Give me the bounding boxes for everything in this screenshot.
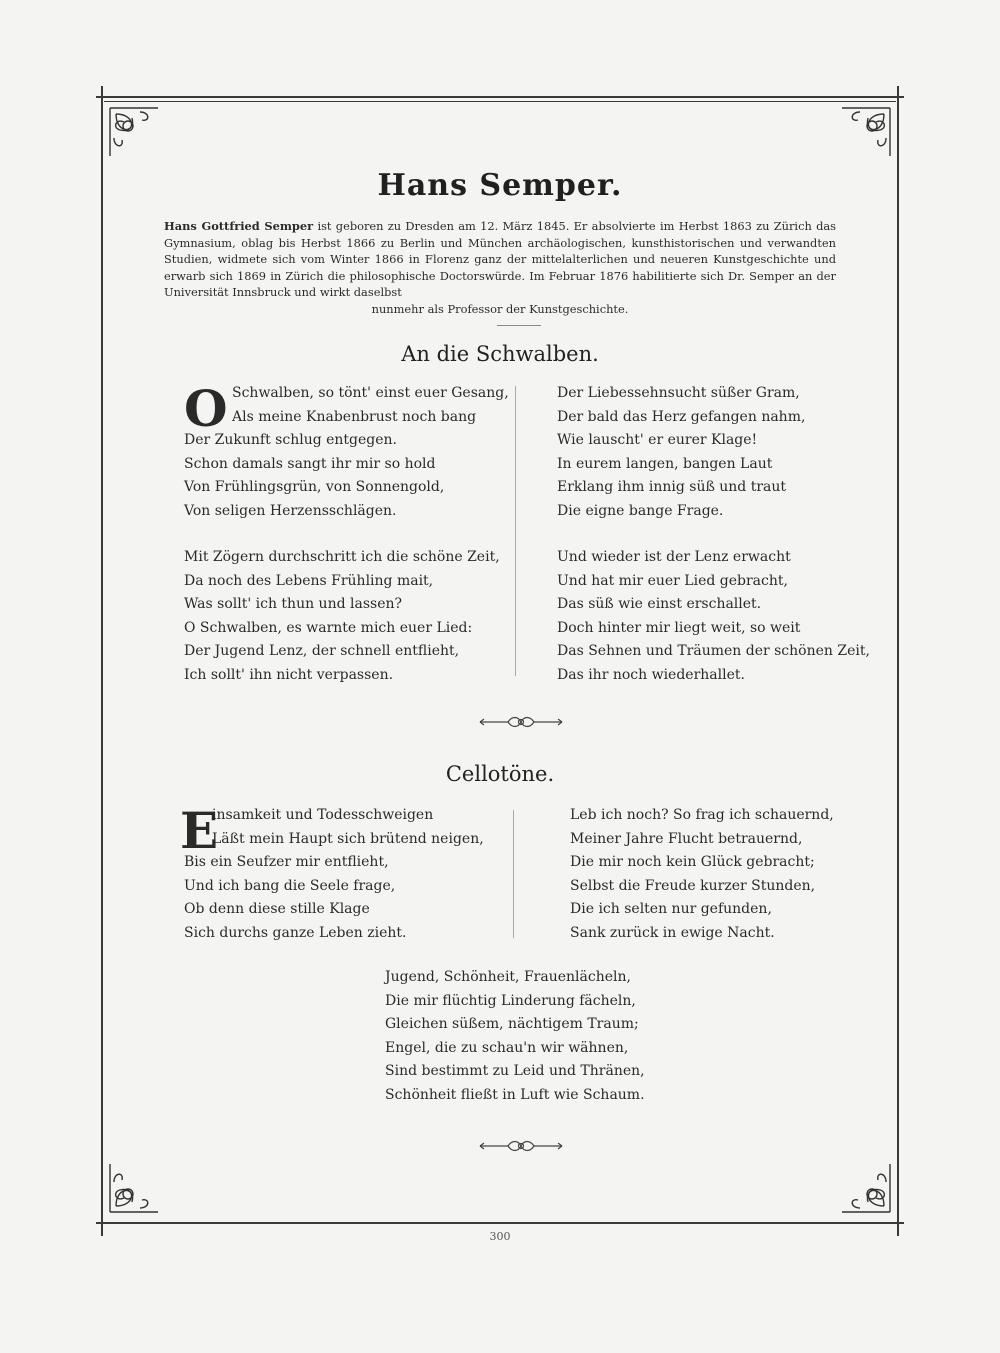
verse-line: Was sollt' ich thun und lassen? [184, 596, 403, 612]
verse-line: Und ich bang die Seele frage, [184, 877, 396, 894]
verse-line: Die ich selten nur gefunden, [570, 901, 772, 917]
bio-name: Hans Gottfried Semper [164, 219, 314, 233]
verse-line: Von seligen Herzensschlägen. [184, 502, 397, 519]
poem2-drop-initial: E [180, 801, 219, 860]
poem1-drop-initial: O [184, 379, 228, 438]
verse-line: Mit Zögern durchschritt ich die schöne Zeit, [184, 549, 500, 565]
poem1-right-stanza1 [557, 382, 805, 523]
verse-line: Meiner Jahre Flucht betrauernd, [570, 830, 803, 847]
verse-line: Der Zukunft schlug entgegen. [184, 432, 398, 448]
biography-paragraph [164, 218, 836, 318]
verse-line: Das ihr noch wiederhallet. [557, 666, 745, 683]
frame-right-rule [897, 86, 899, 1236]
page-title: Hans Semper. [377, 168, 623, 203]
poem1-left-stanza1-cont [184, 429, 444, 523]
corner-ornament-top-right [838, 104, 894, 160]
verse-line: Die eigne bange Frage. [557, 502, 724, 519]
poem2-left-first [212, 804, 484, 851]
verse-line: Läßt mein Haupt sich brütend neigen, [212, 830, 484, 847]
poem2-column-divider [513, 810, 514, 938]
section-divider [497, 325, 541, 326]
bio-last-line: nunmehr als Professor der Kunstgeschichte. [371, 301, 629, 316]
verse-line: Schönheit fließt in Luft wie Schaum. [385, 1086, 645, 1103]
poem2-center [385, 966, 645, 1107]
verse-line: Und hat mir euer Lied gebracht, [557, 572, 788, 589]
verse-line: Wie lauscht' er eurer Klage! [557, 432, 758, 448]
verse-line: O Schwalben, es warnte mich euer Lied: [184, 619, 473, 636]
verse-line: Der Jugend Lenz, der schnell entflieht, [184, 643, 460, 659]
poem1-title: An die Schwalben. [401, 342, 599, 366]
page-number: 300 [489, 1230, 511, 1243]
verse-line: Die mir noch kein Glück gebracht; [570, 854, 815, 870]
verse-line: insamkeit und Todesschweigen [212, 807, 434, 823]
frame-bottom-rule [96, 1222, 904, 1224]
verse-line: Von Frühlingsgrün, von Sonnengold, [184, 479, 445, 495]
verse-line: Als meine Knabenbrust noch bang [232, 408, 477, 425]
corner-ornament-bottom-left [106, 1160, 162, 1216]
bio-text: ist geboren zu Dresden am 12. März 1845. Er absolvierte im Herbst 1863 zu Zürich das Gymnasium, oblag bis Herbst 1866 zu Berlin und München archäologischen, kunsthistorischen und verwandten Studien, widmete sich vom Winter 1866 in Florenz ganz der mittelalterlichen und neueren Kunstgeschichte und erwarb sich 1869 in Zürich die philosophische Doctorswürde. Im Februar 1876 habilitierte sich Dr. Semper an der Universität Innsbruck und wirkt daselbst [164, 219, 837, 300]
poem2-left-cont [184, 851, 407, 945]
poem2-title: Cellotöne. [445, 762, 555, 786]
verse-line: Leb ich noch? So frag ich schauernd, [570, 807, 834, 823]
ornament-divider [478, 714, 564, 730]
verse-line: Das süß wie einst erschallet. [557, 596, 762, 612]
poem2-right [570, 804, 834, 945]
verse-line: Das Sehnen und Träumen der schönen Zeit, [557, 643, 870, 659]
verse-line: Der Liebessehnsucht süßer Gram, [557, 385, 800, 401]
verse-line: Ob denn diese stille Klage [184, 901, 370, 917]
verse-line: Jugend, Schönheit, Frauenlächeln, [385, 969, 631, 985]
verse-line: Doch hinter mir liegt weit, so weit [557, 619, 801, 636]
verse-line: Der bald das Herz gefangen nahm, [557, 408, 806, 425]
poem1-left-stanza2 [184, 546, 500, 687]
frame-top-rule [96, 96, 904, 98]
verse-line: Erklang ihm innig süß und traut [557, 479, 787, 495]
verse-line: Ich sollt' ihn nicht verpassen. [184, 666, 394, 683]
verse-line: Sank zurück in ewige Nacht. [570, 924, 775, 941]
verse-line: Gleichen süßem, nächtigem Traum; [385, 1016, 639, 1032]
corner-ornament-top-left [106, 104, 162, 160]
verse-line: Sind bestimmt zu Leid und Thränen, [385, 1063, 645, 1079]
verse-line: Schwalben, so tönt' einst euer Gesang, [232, 385, 509, 401]
verse-line: Da noch des Lebens Frühling mait, [184, 572, 434, 589]
ornament-divider [478, 1138, 564, 1154]
verse-line: In eurem langen, bangen Laut [557, 455, 773, 472]
frame-top-inner-rule [104, 101, 896, 102]
frame-left-rule [101, 86, 103, 1236]
poem1-left-stanza1 [232, 382, 509, 429]
poem1-column-divider [515, 386, 516, 676]
verse-line: Selbst die Freude kurzer Stunden, [570, 877, 816, 894]
verse-line: Die mir flüchtig Linderung fächeln, [385, 992, 636, 1009]
verse-line: Schon damals sangt ihr mir so hold [184, 455, 436, 472]
verse-line: Und wieder ist der Lenz erwacht [557, 549, 791, 565]
corner-ornament-bottom-right [838, 1160, 894, 1216]
verse-line: Bis ein Seufzer mir entflieht, [184, 854, 389, 870]
verse-line: Engel, die zu schau'n wir wähnen, [385, 1039, 629, 1056]
poem1-right-stanza2 [557, 546, 870, 687]
verse-line: Sich durchs ganze Leben zieht. [184, 924, 407, 941]
